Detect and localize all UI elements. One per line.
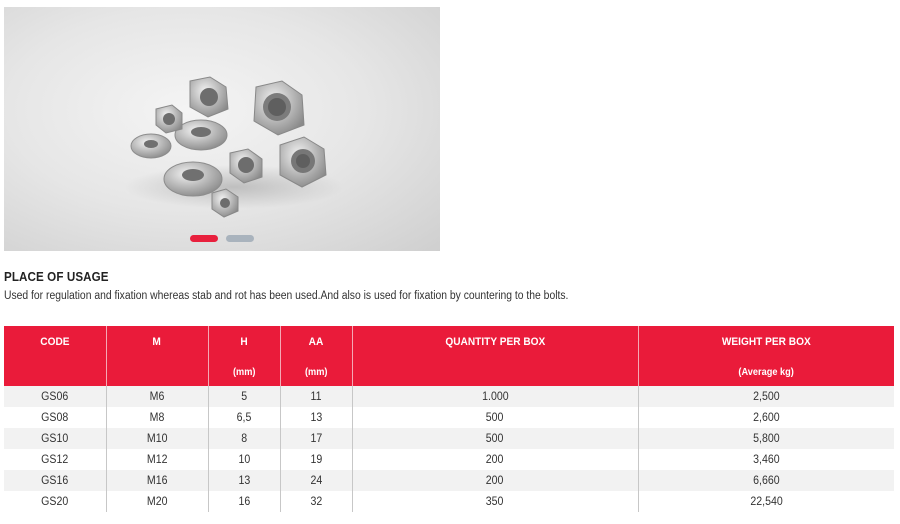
column-header <box>352 326 638 364</box>
column-header-label: M <box>152 336 162 348</box>
column-header-label: (mm) <box>232 367 256 378</box>
table-cell <box>208 491 280 512</box>
table-cell <box>4 407 106 428</box>
table-cell <box>280 407 352 428</box>
cell-value: 16 <box>238 495 250 508</box>
carousel-dots <box>190 235 254 242</box>
table-cell <box>638 470 894 491</box>
spec-table <box>4 326 894 512</box>
column-header <box>280 326 352 364</box>
header-row <box>4 326 894 364</box>
cell-value: M10 <box>146 432 168 445</box>
table-cell <box>280 491 352 512</box>
table-body <box>4 386 894 512</box>
usage-title: PLACE OF USAGE <box>4 270 109 284</box>
table-cell <box>638 428 894 449</box>
table-cell <box>638 407 894 428</box>
cell-value: 6,660 <box>753 474 780 487</box>
cell-value: GS12 <box>41 453 69 466</box>
table-cell <box>638 386 894 407</box>
table-cell <box>352 449 638 470</box>
column-header-label: CODE <box>40 336 70 348</box>
table-row <box>4 428 894 449</box>
cell-value: GS20 <box>41 495 69 508</box>
hex-nuts-and-washers-image <box>4 7 440 251</box>
cell-value: M8 <box>149 411 165 424</box>
cell-value: 500 <box>486 432 504 445</box>
table-cell <box>352 407 638 428</box>
cell-value: 13 <box>310 411 322 424</box>
column-header-label: (Average kg) <box>738 367 794 378</box>
column-header <box>638 326 894 364</box>
table-row <box>4 491 894 512</box>
column-header-label: (mm) <box>304 367 328 378</box>
column-header-label: AA <box>308 336 324 348</box>
column-header <box>208 326 280 364</box>
table-cell <box>4 428 106 449</box>
table-cell <box>4 491 106 512</box>
cell-value: 8 <box>241 432 247 445</box>
table-cell <box>352 386 638 407</box>
cell-value: 17 <box>310 432 322 445</box>
table-cell <box>4 470 106 491</box>
table-cell <box>208 470 280 491</box>
table-cell <box>4 449 106 470</box>
column-header <box>4 326 106 364</box>
cell-value: GS10 <box>41 432 69 445</box>
column-header <box>208 364 280 386</box>
cell-value: 350 <box>486 495 504 508</box>
cell-value: 22,540 <box>750 495 783 508</box>
cell-value: 2,500 <box>753 390 780 403</box>
cell-value: 13 <box>238 474 250 487</box>
product-image-carousel[interactable] <box>4 7 440 251</box>
table-cell <box>280 449 352 470</box>
table-row <box>4 386 894 407</box>
cell-value: 10 <box>238 453 250 466</box>
cell-value: 200 <box>486 474 504 487</box>
table-cell <box>208 428 280 449</box>
cell-value: 1.000 <box>481 390 509 403</box>
table-row <box>4 449 894 470</box>
cell-value: 200 <box>486 453 504 466</box>
cell-value: 32 <box>310 495 322 508</box>
table-cell <box>106 470 208 491</box>
column-header <box>280 364 352 386</box>
table-cell <box>638 449 894 470</box>
cell-value: 19 <box>310 453 322 466</box>
header-row <box>4 364 894 386</box>
cell-value: 2,600 <box>753 411 780 424</box>
cell-value: M16 <box>146 474 168 487</box>
table-cell <box>280 386 352 407</box>
carousel-dot-2[interactable] <box>226 235 254 242</box>
column-header <box>352 364 638 386</box>
table-cell <box>4 386 106 407</box>
column-header-label: WEIGHT PER BOX <box>721 336 811 348</box>
column-header <box>638 364 894 386</box>
table-cell <box>106 428 208 449</box>
carousel-dot-1[interactable] <box>190 235 218 242</box>
table-cell <box>208 407 280 428</box>
column-header-label: QUANTITY PER BOX <box>445 336 545 348</box>
cell-value: 24 <box>310 474 322 487</box>
table-cell <box>106 407 208 428</box>
usage-description: Used for regulation and fixation whereas stab and rot has been used.And also is used for fixation by countering to the bolts. <box>4 290 569 302</box>
table-cell <box>106 491 208 512</box>
cell-value: 5 <box>241 390 247 403</box>
table-row <box>4 470 894 491</box>
column-header-label: H <box>240 336 248 348</box>
table-cell <box>352 428 638 449</box>
table-cell <box>352 470 638 491</box>
cell-value: M12 <box>146 453 168 466</box>
table-cell <box>280 470 352 491</box>
column-header <box>106 364 208 386</box>
table-cell <box>280 428 352 449</box>
column-header <box>106 326 208 364</box>
table-cell <box>208 449 280 470</box>
cell-value: 3,460 <box>753 453 780 466</box>
cell-value: 500 <box>486 411 504 424</box>
cell-value: GS06 <box>41 390 69 403</box>
table-row <box>4 407 894 428</box>
table-cell <box>106 386 208 407</box>
cell-value: 11 <box>310 390 322 403</box>
cell-value: GS16 <box>41 474 69 487</box>
table-cell <box>106 449 208 470</box>
cell-value: GS08 <box>41 411 69 424</box>
table-cell <box>638 491 894 512</box>
table-header <box>4 326 894 386</box>
cell-value: 5,800 <box>753 432 780 445</box>
table-cell <box>352 491 638 512</box>
cell-value: M6 <box>149 390 165 403</box>
column-header <box>4 364 106 386</box>
table-cell <box>208 386 280 407</box>
cell-value: 6,5 <box>236 411 252 424</box>
cell-value: M20 <box>146 495 168 508</box>
